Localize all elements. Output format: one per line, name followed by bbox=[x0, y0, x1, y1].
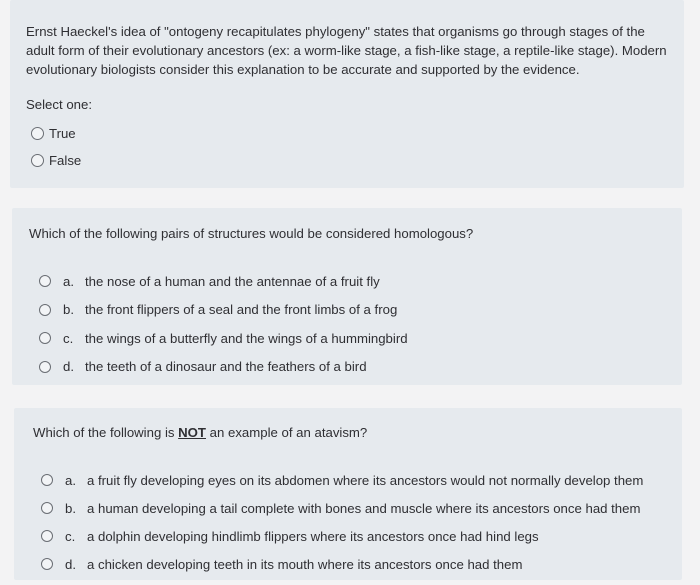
option-letter: c. bbox=[63, 330, 74, 346]
question-text-start: Which of the following is bbox=[33, 425, 179, 440]
option-label: the wings of a butterfly and the wings of a hummingbird bbox=[85, 330, 408, 346]
answer-options bbox=[31, 120, 668, 174]
radio-button-icon[interactable] bbox=[41, 558, 53, 570]
option-letter: a. bbox=[65, 472, 76, 488]
option-letter: d. bbox=[63, 359, 74, 375]
radio-button-icon[interactable] bbox=[39, 304, 51, 316]
option-label: False bbox=[49, 153, 82, 168]
question-card-3 bbox=[14, 408, 682, 580]
option-label: the teeth of a dinosaur and the feathers of a bird bbox=[85, 359, 367, 375]
option-letter: b. bbox=[63, 302, 74, 318]
option-label: a chicken developing teeth in its mouth where its ancestors once had them bbox=[87, 556, 523, 572]
radio-button-icon[interactable] bbox=[31, 154, 44, 167]
radio-button-icon[interactable] bbox=[41, 474, 53, 486]
option-label: the front flippers of a seal and the front limbs of a frog bbox=[85, 302, 398, 318]
option-d[interactable] bbox=[39, 353, 666, 382]
question-text-end: an example of an atavism? bbox=[205, 425, 368, 440]
option-letter: d. bbox=[65, 556, 76, 572]
option-label: the nose of a human and the antennae of a fruit fly bbox=[85, 273, 380, 289]
question-card-2 bbox=[12, 208, 682, 385]
option-b[interactable] bbox=[39, 296, 666, 325]
radio-button-icon[interactable] bbox=[41, 502, 53, 514]
option-letter: a. bbox=[63, 273, 74, 289]
option-c[interactable] bbox=[39, 324, 666, 353]
question-card-1 bbox=[10, 0, 684, 188]
radio-button-icon[interactable] bbox=[39, 275, 51, 287]
question-text bbox=[33, 423, 666, 442]
answer-options bbox=[41, 466, 666, 578]
option-letter: b. bbox=[65, 500, 76, 516]
question-text: Ernst Haeckel's idea of "ontogeny recapitulates phylogeny" states that organisms go through stages of the adult form of their evolutionary ancestors (ex: a worm-like stage, a fish-like stage, a reptile-like stage). Modern evolutionary biologists consider this explanation to be accurate and supported by the evidence. bbox=[26, 24, 667, 77]
question-text: Which of the following pairs of structures would be considered homologous? bbox=[29, 226, 474, 241]
option-d[interactable] bbox=[41, 550, 666, 578]
radio-button-icon[interactable] bbox=[39, 332, 51, 344]
radio-button-icon[interactable] bbox=[31, 127, 44, 140]
answer-options bbox=[39, 267, 666, 381]
option-b[interactable] bbox=[41, 494, 666, 522]
select-one-label: Select one: bbox=[26, 97, 92, 112]
radio-button-icon[interactable] bbox=[41, 530, 53, 542]
option-label: a human developing a tail complete with bones and muscle where its ancestors once had them bbox=[87, 500, 641, 516]
option-letter: c. bbox=[65, 528, 76, 544]
option-c[interactable] bbox=[41, 522, 666, 550]
option-label: a dolphin developing hindlimb flippers where its ancestors once had hind legs bbox=[87, 528, 539, 544]
option-label: a fruit fly developing eyes on its abdomen where its ancestors would not normally develop them bbox=[87, 472, 644, 488]
radio-button-icon[interactable] bbox=[39, 361, 51, 373]
option-a[interactable] bbox=[39, 267, 666, 296]
option-false[interactable] bbox=[31, 147, 668, 174]
question-emphasis: NOT bbox=[178, 425, 206, 440]
option-true[interactable] bbox=[31, 120, 668, 147]
option-a[interactable] bbox=[41, 466, 666, 494]
option-label: True bbox=[49, 126, 76, 141]
